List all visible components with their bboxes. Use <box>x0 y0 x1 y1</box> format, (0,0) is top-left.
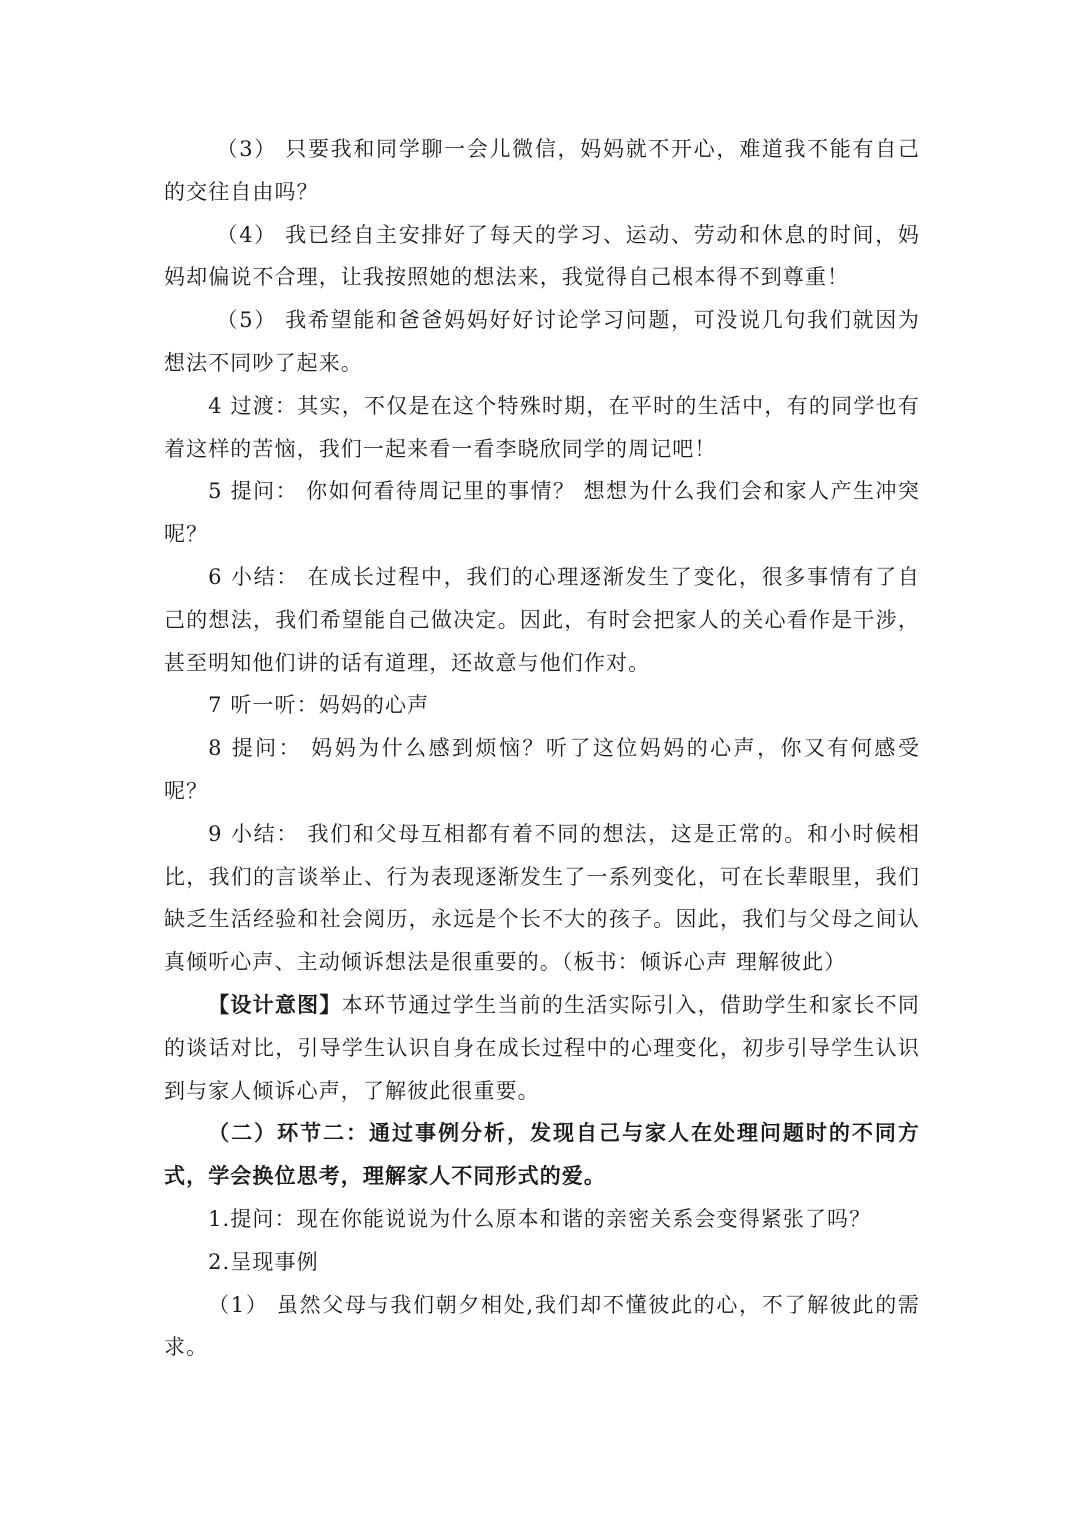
list-item-question-1: 1.提问：现在你能说说为什么原本和谐的亲密关系会变得紧张了吗？ <box>208 1206 872 1231</box>
document-body <box>164 128 920 1369</box>
paragraph-summary-6: 6 小结： 在成长过程中，我们的心理逐渐发生了变化，很多事情有了自己的想法，我们希望能自己做决定。因此，有时会把家人的关心看作是干涉，甚至明知他们讲的话有道理，还故意与他们作对。 <box>164 564 920 675</box>
paragraph-transition: 4 过渡：其实，不仅是在这个特殊时期，在平时的生活中，有的同学也有着这样的苦恼，我们一起来看一看李晓欣同学的周记吧！ <box>164 393 920 461</box>
list-item-example-1: （1） 虽然父母与我们朝夕相处,我们却不懂彼此的心，不了解彼此的需求。 <box>164 1292 920 1360</box>
paragraph-item-4: （4） 我已经自主安排好了每天的学习、运动、劳动和休息的时间，妈妈却偏说不合理，让我按照她的想法来，我觉得自己根本得不到尊重！ <box>164 222 920 290</box>
paragraph-question-8: 8 提问： 妈妈为什么感到烦恼？听了这位妈妈的心声，你又有何感受呢？ <box>164 736 920 803</box>
paragraph-listen-7: 7 听一听：妈妈的心声 <box>208 693 430 718</box>
design-intent-paragraph <box>164 984 920 1112</box>
paragraph-question-5: 5 提问： 你如何看待周记里的事情？ 想想为什么我们会和家人产生冲突呢？ <box>164 479 920 547</box>
design-intent-text: 本环节通过学生当前的生活实际引入，借助学生和家长不同的谈话对比，引导学生认识自身在成长过程中的心理变化，初步引导学生认识到与家人倾诉心声，了解彼此很重要。 <box>164 992 920 1103</box>
section-heading: （二）环节二：通过事例分析，发现自己与家人在处理问题时的不同方式，学会换位思考，理解家人不同形式的爱。 <box>164 1120 920 1189</box>
paragraph-item-3: （3） 只要我和同学聊一会儿微信，妈妈就不开心，难道我不能有自己的交往自由吗？ <box>164 137 920 204</box>
design-intent-label: 【设计意图】 <box>208 991 342 1017</box>
paragraph-summary-9: 9 小结： 我们和父母互相都有着不同的想法，这是正常的。和小时候相比，我们的言谈举止、行为表现逐渐发生了一系列变化，可在长辈眼里，我们缺乏生活经验和社会阅历，永远是个长不大的孩子。因此，我们与父母之间认真倾听心声、主动倾诉想法是很重要的。（板书：倾诉心声 理解彼此） <box>164 821 920 975</box>
list-item-examples-2: 2.呈现事例 <box>208 1249 319 1274</box>
paragraph-item-5: （5） 我希望能和爸爸妈妈好好讨论学习问题，可没说几句我们就因为想法不同吵了起来。 <box>164 308 920 375</box>
